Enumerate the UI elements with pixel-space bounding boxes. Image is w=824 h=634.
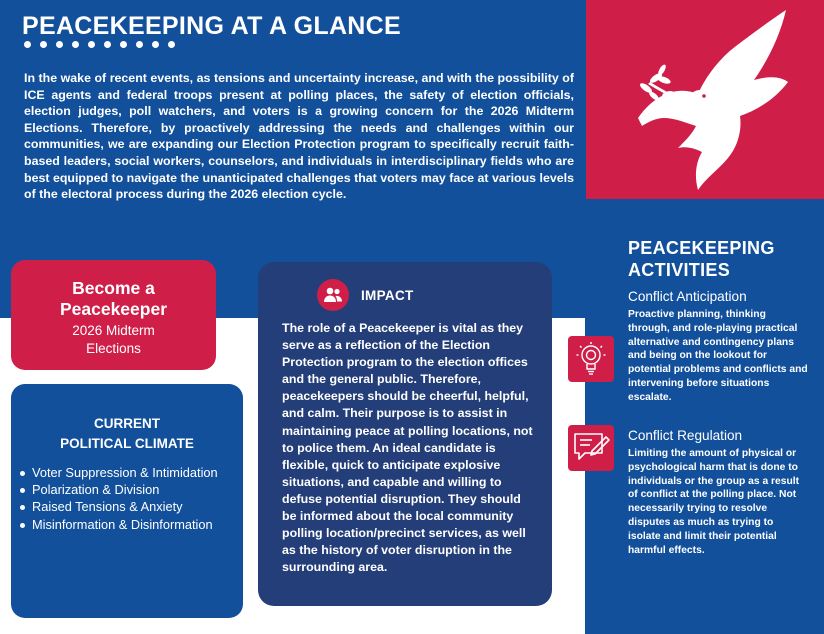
climate-list — [19, 464, 218, 533]
activity-heading-anticipation: Conflict Anticipation — [628, 289, 747, 304]
list-item: Voter Suppression & Intimidation — [19, 464, 218, 481]
climate-title: CURRENT POLITICAL CLIMATE — [60, 416, 194, 451]
title-dots-divider — [24, 41, 175, 48]
activity-text-regulation: Limiting the amount of physical or psychological harm that is done to individuals or the group as a result of conflict at the polling place. Not necessarily trying to resolve disputes as much as trying to isolate and limit their potential harmful effects. — [628, 448, 800, 556]
activity-heading-regulation: Conflict Regulation — [628, 428, 743, 443]
impact-card — [258, 262, 552, 606]
become-peacekeeper-card[interactable] — [11, 260, 216, 370]
activities-title: PEACEKEEPING ACTIVITIES — [628, 238, 775, 280]
dove-icon — [618, 6, 796, 196]
list-item: Misinformation & Disinformation — [19, 516, 218, 533]
page-title: PEACEKEEPING AT A GLANCE — [22, 12, 401, 40]
list-item: Polarization & Division — [19, 481, 218, 498]
cta-subtitle: 2026 Midterm Elections — [72, 323, 155, 356]
activity-text-anticipation: Proactive planning, thinking through, and role-playing practical alternative and contingency plans and being on the lookout for potential problems and conflicts and intervening before situations escalate. — [628, 309, 808, 403]
list-item: Raised Tensions & Anxiety — [19, 498, 218, 515]
cta-title: Become a Peacekeeper — [59, 278, 168, 319]
political-climate-card — [11, 384, 243, 618]
impact-label: IMPACT — [361, 288, 414, 303]
message-edit-icon — [568, 425, 614, 471]
intro-paragraph: In the wake of recent events, as tensions and uncertainty increase, and with the possibility of ICE agents and federal troops present at polling places, the safety of election officials, election judges, poll watchers, and voters is a growing concern for the 2026 Midterm Elections. Therefore, by proactively addressing the needs and challenges within our communities, we are expanding our Election Protection program to specifically recruit faith-based leaders, social workers, counselors, and individuals in interdisciplinary fields who are best equipped to navigate the unanticipated challenges that voters may face at various levels of the electoral process during the 2026 election cycle. — [24, 71, 574, 202]
impact-body: The role of a Peacekeeper is vital as they serve as a reflection of the Election Protection program to the election offices and the general public. Therefore, peacekeepers should be cheerful, helpful, and calm. Their purpose is to assist in maintaining peace at polling locations, not to police them. An ideal candidate is flexible, quick to anticipate explosive situations, and capable and willing to defuse potential disruption. They should be informed about the local community polling location/precinct services, as well as the history of voter disruption in the surrounding area. — [282, 321, 533, 575]
people-icon — [317, 279, 349, 311]
dove-panel — [586, 0, 824, 199]
lightbulb-icon — [568, 336, 614, 382]
